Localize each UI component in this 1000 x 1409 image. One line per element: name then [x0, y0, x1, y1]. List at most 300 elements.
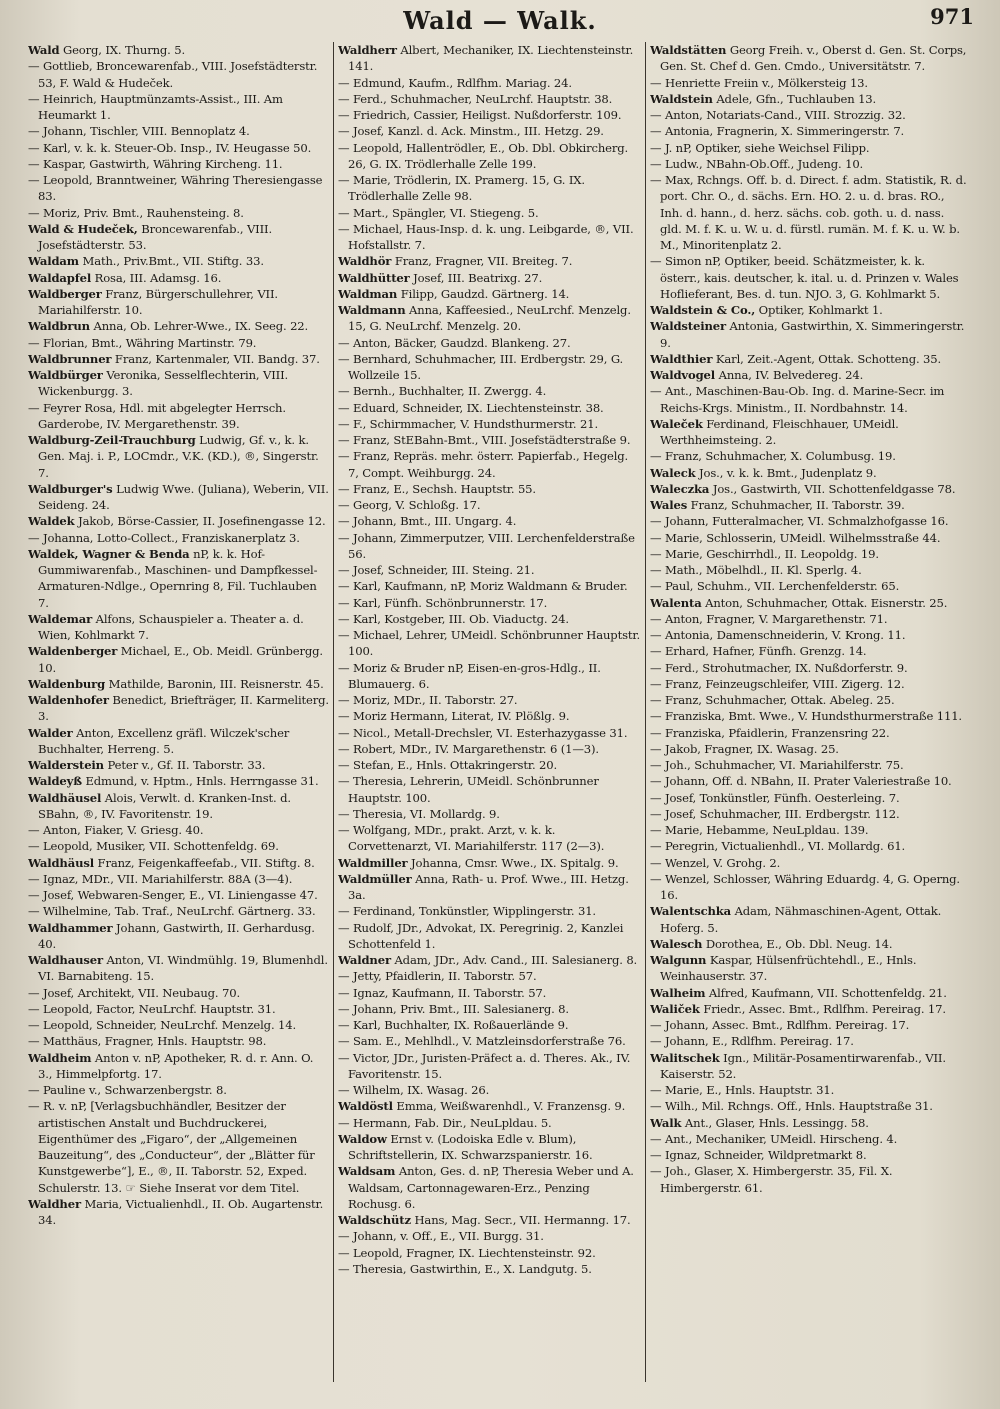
directory-entry	[28, 920, 330, 953]
entry-details: — Leopold, Branntweiner, Währing Theresiengasse 83.	[28, 173, 323, 204]
entry-surname: Walentschka	[650, 904, 732, 919]
directory-entry	[28, 773, 330, 789]
entry-details: — Marie, Geschirrhdl., II. Leopoldg. 19.	[650, 546, 879, 561]
entry-details: — Antonia, Damenschneiderin, V. Krong. 11.	[650, 628, 906, 642]
entry-details: — Ignaz, MDr., VII. Mariahilferstr. 88A (3—4).	[28, 871, 293, 886]
entry-details: — Johann, Zimmerputzer, VIII. Lerchenfelderstraße 56.	[338, 530, 635, 561]
entry-details: — Paul, Schuhm., VII. Lerchenfelderstr. 65.	[650, 579, 900, 594]
entry-details: — Moriz, Priv. Bmt., Rauhensteing. 8.	[28, 205, 244, 220]
directory-entry	[28, 432, 330, 481]
directory-entry	[650, 1115, 968, 1131]
directory-entry	[28, 887, 330, 903]
entry-details: Adele, Gfn., Tuchlauben 13.	[716, 91, 877, 106]
directory-entry	[338, 1228, 641, 1244]
directory-entry	[650, 140, 968, 156]
directory-entry	[650, 546, 968, 562]
entry-details: — Edmund, Kaufm., Rdlfhm. Mariag. 24.	[338, 75, 572, 90]
directory-entry	[338, 1212, 641, 1228]
directory-entry	[338, 270, 641, 286]
directory-entry	[28, 58, 330, 91]
entry-surname: Waldhör	[338, 254, 392, 269]
entry-details: — Marie, Schlosserin, UMeidl. Wilhelmsstraße 44.	[650, 530, 941, 545]
entry-details: — Jakob, Fragner, IX. Wasag. 25.	[650, 741, 839, 756]
entry-surname: Waldeyß	[28, 774, 82, 789]
directory-entry	[338, 806, 641, 822]
directory-entry	[338, 660, 641, 693]
directory-entry	[338, 75, 641, 91]
directory-entry	[28, 351, 330, 367]
directory-entry	[28, 530, 330, 546]
directory-entry	[650, 692, 968, 708]
directory-entry	[338, 1001, 641, 1017]
entry-details: — Stefan, E., Hnls. Ottakringerstr. 20.	[338, 758, 558, 772]
entry-details: — Johann, Priv. Bmt., III. Salesianerg. 8.	[338, 1001, 569, 1016]
directory-entry	[650, 513, 968, 529]
entry-details: — Ferdinand, Tonkünstler, Wipplingerstr. 31.	[338, 904, 596, 919]
directory-entry	[650, 595, 968, 611]
entry-details: — Hermann, Fab. Dir., NeuLpldau. 5.	[338, 1115, 552, 1130]
directory-entry	[338, 91, 641, 107]
entry-details: Anna, Ob. Lehrer-Wwe., IX. Seeg. 22.	[93, 319, 309, 334]
directory-entry	[338, 562, 641, 578]
entry-details: — Joh., Glaser, X. Himbergerstr. 35, Fil. X. Himbergerstr. 61.	[650, 1164, 893, 1195]
entry-details: Maria, Victualienhdl., II. Ob. Augartenstr. 34.	[38, 1196, 324, 1227]
entry-surname: Waliček	[650, 1001, 700, 1016]
directory-entry	[338, 205, 641, 221]
entry-details: — Rudolf, JDr., Advokat, IX. Peregrinig. 2, Kanzlei Schottenfeld 1.	[338, 920, 624, 951]
directory-entry	[28, 253, 330, 269]
directory-entry	[338, 1115, 641, 1131]
entry-details: — Peregrin, Victualienhdl., VI. Mollardg. 61.	[650, 839, 906, 854]
entry-details: — Sam. E., Mehlhdl., V. Matzleinsdorferstraße 76.	[338, 1034, 626, 1049]
directory-entry	[28, 221, 330, 254]
entry-details: Anna, Kaffeesied., NeuLrchf. Menzelg. 15, G. NeuLrchf. Menzelg. 20.	[348, 303, 631, 334]
directory-entry	[28, 855, 330, 871]
directory-entry	[338, 855, 641, 871]
entry-details: Hans, Mag. Secr., VII. Hermanng. 17.	[414, 1213, 631, 1227]
directory-entry	[650, 1147, 968, 1163]
entry-details: — Ignaz, Schneider, Wildpretmarkt 8.	[650, 1148, 867, 1162]
directory-entry	[650, 172, 968, 253]
entry-details: — Karl, Kostgeber, III. Ob. Viaductg. 24.	[338, 611, 569, 626]
directory-entry	[338, 611, 641, 627]
entry-details: Antonia, Gastwirthin, X. Simmeringerstr. 9.	[660, 319, 965, 350]
entry-surname: Waldmann	[338, 303, 406, 317]
page-header	[0, 4, 1000, 38]
entry-details: Anton v. nP, Apotheker, R. d. r. Ann. O. 3., Himmelpfortg. 17.	[38, 1050, 314, 1081]
directory-entry	[650, 465, 968, 481]
directory-entry	[28, 42, 330, 58]
entry-details: — Josef, Webwaren-Senger, E., VI. Liniengasse 47.	[28, 888, 318, 902]
entry-details: Jos., v. k. k. Bmt., Judenplatz 9.	[699, 465, 877, 480]
entry-details: — Max, Rchngs. Off. b. d. Direct. f. adm. Statistik, R. d. port. Chr. O., d. sächs. Ern. HO. 2. u. d. bras. RO., Inh. d. hann., d. herz. sächs. cob. goth. u. d. nass. gld. M. f. K. u. W. u. d. fürstl. rumän. M. f. K. u. W. b. M., Minoritenplatz 2.	[650, 173, 967, 252]
entry-details: Rosa, III. Adamsg. 16.	[94, 270, 222, 285]
directory-entry	[28, 205, 330, 221]
directory-entry	[650, 416, 968, 449]
directory-entry	[338, 286, 641, 302]
directory-entry	[338, 448, 641, 481]
entry-details: Veronika, Sesselflechterin, VIII. Wickenburgg. 3.	[38, 368, 289, 399]
directory-entry	[338, 432, 641, 448]
entry-details: — Josef, Schneider, III. Steing. 21.	[338, 563, 535, 577]
directory-entry	[650, 123, 968, 139]
entry-details: — Johann, Assec. Bmt., Rdlfhm. Pereirag. 17.	[650, 1018, 910, 1032]
entry-surname: Waldenberger	[28, 644, 118, 659]
entry-details: — J. nP, Optiker, siehe Weichsel Filipp.	[650, 140, 870, 155]
entry-details: — Karl, v. k. k. Steuer-Ob. Insp., IV. Heugasse 50.	[28, 140, 312, 155]
entry-details: — Bernh., Buchhalter, II. Zwergg. 4.	[338, 384, 547, 399]
directory-entry	[338, 107, 641, 123]
directory-entry	[338, 595, 641, 611]
directory-entry	[28, 952, 330, 985]
directory-entry	[28, 513, 330, 529]
entry-surname: Wald & Hudeček,	[28, 221, 138, 236]
entry-surname: Walesch	[650, 936, 703, 951]
entry-details: Georg, IX. Thurng. 5.	[62, 43, 186, 57]
entry-details: Benedict, Briefträger, II. Karmeliterg. 3.	[38, 693, 329, 724]
directory-entry	[338, 708, 641, 724]
entry-details: — Michael, Haus-Insp. d. k. ung. Leibgarde, ®, VII. Hofstallstr. 7.	[338, 221, 634, 252]
entry-details: — Leopold, Schneider, NeuLrchf. Menzelg. 14.	[28, 1018, 297, 1032]
entry-details: — Franz, E., Sechsh. Hauptstr. 55.	[338, 481, 536, 496]
directory-entry	[28, 985, 330, 1001]
entry-details: Jakob, Börse-Cassier, II. Josefinengasse 12.	[78, 514, 326, 529]
entry-details: Alfons, Schauspieler a. Theater a. d. Wien, Kohlmarkt 7.	[38, 611, 304, 642]
directory-entry	[338, 985, 641, 1001]
directory-entry	[338, 627, 641, 660]
directory-entry	[650, 383, 968, 416]
directory-entry	[338, 513, 641, 529]
directory-entry	[650, 676, 968, 692]
directory-entry	[650, 530, 968, 546]
directory-entry	[338, 221, 641, 254]
directory-entry	[28, 1098, 330, 1196]
entry-details: Emma, Weißwarenhdl., V. Franzensg. 9.	[396, 1099, 626, 1114]
directory-entry	[28, 1050, 330, 1083]
directory-entry	[338, 42, 641, 75]
entry-details: — Leopold, Hallentrödler, E., Ob. Dbl. Obkircherg. 26, G. IX. Trödlerhalle Zelle 199.	[338, 140, 629, 171]
entry-details: — Johann, Bmt., III. Ungarg. 4.	[338, 514, 517, 529]
entry-surname: Walder	[28, 725, 73, 740]
directory-entry	[650, 838, 968, 854]
directory-entry	[338, 416, 641, 432]
entry-details: — Henriette Freiin v., Mölkersteig 13.	[650, 75, 868, 90]
entry-details: — Bernhard, Schuhmacher, III. Erdbergstr. 29, G. Wollzeile 15.	[338, 351, 624, 382]
directory-entry	[28, 1196, 330, 1229]
entry-details: — Josef, Kanzl. d. Ack. Minstm., III. Hetzg. 29.	[338, 124, 604, 139]
entry-details: Jos., Gastwirth, VII. Schottenfeldgasse 78.	[712, 481, 956, 496]
directory-entry	[338, 1098, 641, 1114]
directory-entry	[28, 123, 330, 139]
entry-details: — Friedrich, Cassier, Heiligst. Nußdorferstr. 109.	[338, 108, 622, 122]
directory-entry	[338, 1017, 641, 1033]
directory-entry	[338, 1163, 641, 1212]
entry-details: — Franziska, Pfaidlerin, Franzensring 22.	[650, 725, 890, 740]
entry-surname: Waldbrunner	[28, 351, 112, 366]
directory-entry	[338, 578, 641, 594]
directory-entry	[28, 270, 330, 286]
entry-details: Ant., Glaser, Hnls. Lessingg. 58.	[684, 1115, 869, 1130]
entry-surname: Walenta	[650, 595, 702, 610]
entry-details: — Karl, Buchhalter, IX. Roßauerlände 9.	[338, 1018, 569, 1032]
entry-details: — Karl, Kaufmann, nP, Moriz Waldmann & Bruder.	[338, 579, 628, 594]
entry-surname: Waldstätten	[650, 43, 727, 57]
directory-entry	[650, 1098, 968, 1114]
directory-entry	[28, 725, 330, 758]
entry-details: — Florian, Bmt., Währing Martinstr. 79.	[28, 335, 257, 350]
directory-entry	[650, 1082, 968, 1098]
entry-surname: Walk	[650, 1115, 682, 1130]
entry-surname: Waldek, Wagner & Benda	[28, 546, 190, 561]
entry-surname: Waldstein & Co.,	[650, 303, 756, 317]
entry-details: Adam, JDr., Adv. Cand., III. Salesianerg. 8.	[394, 953, 638, 967]
entry-details: — Wilhelm, IX. Wasag. 26.	[338, 1083, 490, 1097]
entry-surname: Waldbürger	[28, 368, 103, 382]
entry-details: Ludwig Wwe. (Juliana), Weberin, VII. Seideng. 24.	[38, 481, 329, 512]
entry-surname: Waldner	[338, 953, 391, 967]
column-1	[28, 42, 330, 1404]
entry-details: — Robert, MDr., IV. Margarethenstr. 6 (1—3).	[338, 741, 599, 756]
entry-surname: Waldhauser	[28, 953, 103, 967]
entry-details: Alois, Verwlt. d. Kranken-Inst. d. SBahn, ®, IV. Favoritenstr. 19.	[38, 790, 291, 821]
entry-surname: Waldberger	[28, 286, 102, 301]
entry-details: Friedr., Assec. Bmt., Rdlfhm. Pereirag. 17.	[703, 1001, 946, 1016]
entry-surname: Waldek	[28, 514, 75, 529]
entry-details: — Ferd., Strohutmacher, IX. Nußdorferstr. 9.	[650, 660, 908, 675]
directory-entry	[650, 611, 968, 627]
entry-surname: Walitschek	[650, 1050, 720, 1065]
entry-surname: Walheim	[650, 985, 706, 1000]
entry-surname: Waldman	[338, 286, 398, 301]
entry-details: — Josef, Architekt, VII. Neubaug. 70.	[28, 985, 240, 1000]
column-2	[338, 42, 641, 1404]
entry-details: — Moriz & Bruder nP, Eisen-en-gros-Hdlg., II. Blumauerg. 6.	[338, 660, 601, 691]
entry-details: — Johann, v. Off., E., VII. Burgg. 31.	[338, 1229, 544, 1244]
entry-surname: Waldhütter	[338, 270, 410, 285]
directory-entry	[338, 1261, 641, 1277]
entry-details: — Theresia, Lehrerin, UMeidl. Schönbrunner Hauptstr. 100.	[338, 774, 599, 805]
directory-entry	[650, 1017, 968, 1033]
entry-surname: Wales	[650, 498, 688, 512]
entry-details: Josef, III. Beatrixg. 27.	[413, 270, 543, 285]
entry-details: Johann, Gastwirth, II. Gerhardusg. 40.	[38, 920, 315, 951]
entry-surname: Waldheim	[28, 1050, 92, 1065]
entry-details: — Mart., Spängler, VI. Stiegeng. 5.	[338, 205, 539, 220]
directory-entry	[338, 1050, 641, 1083]
directory-columns	[28, 42, 974, 1404]
directory-entry	[338, 1082, 641, 1098]
directory-entry	[338, 302, 641, 335]
directory-entry	[28, 692, 330, 725]
entry-details: — Gottlieb, Broncewarenfab., VIII. Josefstädterstr. 53, F. Wald & Hudeček.	[28, 59, 318, 90]
entry-details: — Erhard, Hafner, Fünfh. Grenzg. 14.	[650, 644, 867, 659]
entry-details: — Karl, Fünfh. Schönbrunnerstr. 17.	[338, 595, 548, 610]
entry-details: — Marie, Trödlerin, IX. Pramerg. 15, G. IX. Trödlerhalle Zelle 98.	[338, 173, 585, 204]
entry-details: Adam, Nähmaschinen-Agent, Ottak. Hoferg. 5.	[660, 904, 942, 935]
entry-details: — Ignaz, Kaufmann, II. Taborstr. 57.	[338, 985, 547, 1000]
directory-entry	[338, 920, 641, 953]
entry-details: — Wolfgang, MDr., prakt. Arzt, v. k. k. Corvettenarzt, VI. Mariahilferstr. 117 (2—3).	[338, 823, 605, 854]
entry-surname: Waldburger's	[28, 481, 113, 496]
directory-entry	[650, 806, 968, 822]
entry-surname: Waldbrun	[28, 319, 90, 334]
entry-details: Anton, Excellenz gräfl. Wilczek'scher Buchhalter, Herreng. 5.	[38, 725, 290, 756]
entry-details: Franz, Bürgerschullehrer, VII. Mariahilferstr. 10.	[38, 286, 278, 317]
directory-entry	[650, 903, 968, 936]
entry-details: — Kaspar, Gastwirth, Währing Kircheng. 11.	[28, 156, 283, 171]
directory-entry	[338, 692, 641, 708]
directory-entry	[28, 318, 330, 334]
entry-details: — Victor, JDr., Juristen-Präfect a. d. Theres. Ak., IV. Favoritenstr. 15.	[338, 1050, 631, 1081]
entry-details: — Wenzel, V. Grohg. 2.	[650, 855, 781, 870]
directory-entry	[28, 838, 330, 854]
directory-entry	[338, 968, 641, 984]
entry-details: Franz, Schuhmacher, II. Taborstr. 39.	[690, 498, 905, 512]
entry-details: — Franziska, Bmt. Wwe., V. Hundsthurmerstraße 111.	[650, 709, 962, 724]
entry-details: — Leopold, Fragner, IX. Liechtensteinstr. 92.	[338, 1245, 596, 1260]
entry-surname: Waldenburg	[28, 676, 106, 691]
entry-details: — Johann, Futteralmacher, VI. Schmalzhofgasse 16.	[650, 514, 949, 529]
directory-entry	[338, 1245, 641, 1261]
entry-details: — Moriz, MDr., II. Taborstr. 27.	[338, 693, 518, 707]
entry-details: Filipp, Gaudzd. Gärtnerg. 14.	[400, 286, 570, 301]
directory-entry	[28, 1082, 330, 1098]
entry-details: Dorothea, E., Ob. Dbl. Neug. 14.	[705, 936, 893, 951]
directory-entry	[338, 530, 641, 563]
entry-details: — Franz, StEBahn-Bmt., VIII. Josefstädterstraße 9.	[338, 433, 631, 447]
directory-entry	[650, 1033, 968, 1049]
directory-entry	[338, 725, 641, 741]
entry-details: Michael, E., Ob. Meidl. Grünbergg. 10.	[38, 644, 323, 675]
entry-details: — Feyrer Rosa, Hdl. mit abgelegter Herrsch. Garderobe, IV. Mergarethenstr. 39.	[28, 400, 286, 431]
directory-entry	[28, 172, 330, 205]
entry-surname: Waleczka	[650, 481, 710, 496]
directory-entry	[338, 741, 641, 757]
directory-entry	[28, 643, 330, 676]
directory-entry	[338, 140, 641, 173]
directory-entry	[338, 903, 641, 919]
entry-details: Ludwig, Gf. v., k. k. Gen. Maj. i. P., LOCmdr., V.K. (KD.), ®, Singerstr. 7.	[38, 433, 319, 480]
entry-surname: Waldsam	[338, 1164, 396, 1179]
entry-surname: Waldapfel	[28, 270, 92, 285]
directory-entry	[28, 1017, 330, 1033]
entry-surname: Waleček	[650, 416, 703, 431]
entry-details: — Eduard, Schneider, IX. Liechtensteinstr. 38.	[338, 400, 604, 415]
entry-details: — Franz, Repräs. mehr. österr. Papierfab., Hegelg. 7, Compt. Weihburgg. 24.	[338, 449, 629, 480]
directory-entry	[650, 643, 968, 659]
directory-entry	[338, 773, 641, 806]
directory-entry	[650, 1131, 968, 1147]
directory-entry	[650, 822, 968, 838]
entry-details: Peter v., Gf. II. Taborstr. 33.	[107, 758, 266, 772]
directory-entry	[650, 627, 968, 643]
entry-details: Anna, Rath- u. Prof. Wwe., III. Hetzg. 3a.	[348, 871, 629, 902]
directory-entry	[28, 91, 330, 124]
directory-entry	[650, 985, 968, 1001]
directory-entry	[28, 481, 330, 514]
directory-entry	[650, 855, 968, 871]
entry-details: — Wilhelmine, Tab. Traf., NeuLrchf. Gärtnerg. 33.	[28, 904, 316, 919]
directory-entry	[338, 481, 641, 497]
directory-entry	[650, 253, 968, 302]
entry-details: — Pauline v., Schwarzenbergstr. 8.	[28, 1083, 227, 1097]
entry-surname: Waldam	[28, 254, 79, 269]
page-number: 971	[930, 4, 974, 29]
entry-details: — Marie, E., Hnls. Hauptstr. 31.	[650, 1083, 835, 1097]
entry-details: — Ferd., Schuhmacher, NeuLrchf. Hauptstr. 38.	[338, 91, 613, 106]
entry-details: Anton, VI. Windmühlg. 19, Blumenhdl. VI. Barnabiteng. 15.	[38, 953, 328, 984]
entry-surname: Waldhäusel	[28, 790, 102, 805]
directory-entry	[650, 757, 968, 773]
directory-entry	[338, 952, 641, 968]
directory-entry	[338, 497, 641, 513]
directory-entry	[650, 936, 968, 952]
entry-details: Johanna, Cmsr. Wwe., IX. Spitalg. 9.	[411, 855, 619, 870]
directory-entry	[650, 367, 968, 383]
directory-entry	[28, 611, 330, 644]
entry-details: — Math., Möbelhdl., II. Kl. Sperlg. 4.	[650, 563, 862, 577]
directory-entry	[650, 708, 968, 724]
directory-entry	[650, 156, 968, 172]
entry-details: Anton, Schuhmacher, Ottak. Eisnerstr. 25.	[705, 595, 948, 610]
entry-details: — Johanna, Lotto-Collect., Franziskanerplatz 3.	[28, 530, 300, 545]
entry-details: — Theresia, VI. Mollardg. 9.	[338, 806, 500, 821]
directory-entry	[338, 1033, 641, 1049]
entry-details: — Anton, Fragner, V. Margarethenstr. 71.	[650, 611, 888, 626]
entry-surname: Waldschütz	[338, 1213, 411, 1227]
entry-surname: Waldhammer	[28, 920, 113, 935]
directory-entry	[650, 318, 968, 351]
directory-entry	[650, 107, 968, 123]
directory-entry	[650, 1050, 968, 1083]
entry-details: — Jetty, Pfaidlerin, II. Taborstr. 57.	[338, 969, 537, 984]
directory-entry	[338, 335, 641, 351]
entry-details: Albert, Mechaniker, IX. Liechtensteinstr. 141.	[348, 43, 634, 74]
entry-details: Ign., Militär-Posamentirwarenfab., VII. Kaiserstr. 52.	[660, 1050, 946, 1081]
entry-details: Franz, Kartenmaler, VII. Bandg. 37.	[114, 351, 320, 366]
entry-surname: Waldmiller	[338, 855, 408, 870]
entry-details: — Johann, Off. d. NBahn, II. Prater Valeriestraße 10.	[650, 774, 952, 789]
directory-entry	[338, 757, 641, 773]
directory-entry	[28, 1001, 330, 1017]
directory-entry	[28, 1033, 330, 1049]
entry-surname: Waldburg-Zeil-Trauchburg	[28, 433, 196, 447]
directory-entry	[650, 75, 968, 91]
directory-entry	[650, 91, 968, 107]
entry-surname: Waldvogel	[650, 368, 716, 382]
directory-entry	[338, 400, 641, 416]
entry-details: Ernst v. (Lodoiska Edle v. Blum), Schriftstellerin, IX. Schwarzspanierstr. 16.	[348, 1131, 593, 1162]
directory-entry	[650, 741, 968, 757]
entry-surname: Walderstein	[28, 758, 104, 772]
entry-details: — Ludw., NBahn-Ob.Off., Judeng. 10.	[650, 156, 864, 171]
directory-entry	[28, 367, 330, 400]
entry-details: — Theresia, Gastwirthin, E., X. Landgutg. 5.	[338, 1261, 592, 1276]
directory-entry	[338, 351, 641, 384]
entry-details: Anna, IV. Belvedereg. 24.	[718, 368, 864, 382]
entry-details: Alfred, Kaufmann, VII. Schottenfeldg. 21.	[708, 985, 947, 1000]
entry-details: — Wenzel, Schlosser, Währing Eduardg. 4, G. Operng. 16.	[650, 871, 960, 902]
entry-surname: Waldthier	[650, 351, 713, 366]
entry-details: — Johann, E., Rdlfhm. Pereirag. 17.	[650, 1034, 854, 1049]
entry-surname: Waldöstl	[338, 1099, 393, 1114]
directory-entry	[650, 578, 968, 594]
entry-details: Math., Priv.Bmt., VII. Stiftg. 33.	[82, 254, 264, 269]
entry-details: — R. v. nP, [Verlagsbuchhändler, Besitzer der artistischen Anstalt und Buchdruckerei, Eigenthümer des „Figaro“, der „Allgemeinen Bauzeitung“, des „Conducteur“, der „Blätter für Kunstgewerbe“], E., ®, II. Taborstr. 52, Exped. Schulerstr. 13. ☞ Siehe Inserat vor dem Titel.	[28, 1099, 315, 1195]
entry-details: — Leopold, Musiker, VII. Schottenfeldg. 69.	[28, 839, 279, 854]
directory-entry	[338, 1131, 641, 1164]
directory-entry	[650, 351, 968, 367]
